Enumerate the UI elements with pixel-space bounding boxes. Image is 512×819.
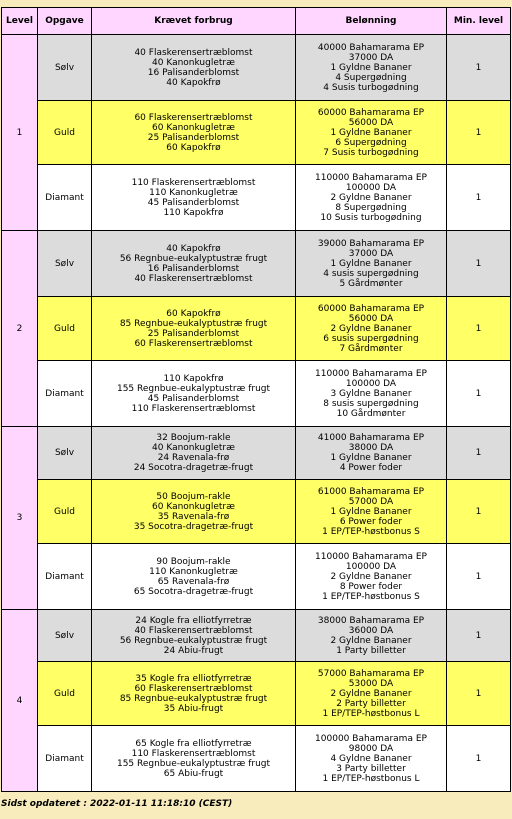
reward-cell <box>296 297 447 361</box>
reward-item: 10 Gårdmønter <box>336 408 406 419</box>
required-item: 25 Palisanderblomst <box>147 132 240 143</box>
reward-item: 2 Gyldne Bananer <box>330 571 412 582</box>
quest-table <box>1 7 511 792</box>
level-cell: 2 <box>2 231 38 427</box>
reward-cell <box>296 35 447 101</box>
reward-item: 100000 DA <box>345 182 397 193</box>
required-item: 16 Palisanderblomst <box>147 263 240 274</box>
required-item: 65 Kogle fra elliotfyrretræ <box>135 738 252 749</box>
required-item: 90 Boojum-rakle <box>156 556 231 567</box>
required-cell <box>92 427 296 480</box>
reward-item: 2 Party billetter <box>336 698 406 709</box>
reward-item: 3 Party billetter <box>336 763 406 774</box>
reward-cell <box>296 101 447 165</box>
reward-item: 57000 DA <box>348 496 394 507</box>
required-item: 35 Socotra-dragetræ-frugt <box>133 521 254 532</box>
reward-item: 60000 Bahamarama EP <box>317 107 425 118</box>
reward-cell <box>296 361 447 427</box>
reward-item: 38000 DA <box>348 443 394 453</box>
reward-item: 1 EP/TEP-høstbonus S <box>322 591 420 602</box>
table-row <box>2 544 511 610</box>
task-cell: Sølv <box>38 610 92 662</box>
reward-item: 53000 DA <box>348 678 394 689</box>
reward-item: 1 EP/TEP-høstbonus L <box>322 708 420 719</box>
required-item: 40 Flaskerensertræblomst <box>134 273 253 284</box>
required-item: 32 Boojum-rakle <box>156 433 231 443</box>
required-item: 40 Kapokfrø <box>166 77 221 88</box>
reward-item: 7 Gårdmønter <box>339 343 403 354</box>
reward-item: 36000 DA <box>348 625 394 636</box>
reward-item: 1 Gyldne Bananer <box>330 127 412 138</box>
min-level-cell: 1 <box>447 165 511 231</box>
reward-item: 1 EP/TEP-høstbonus L <box>322 773 420 784</box>
reward-item: 1 Gyldne Bananer <box>330 506 412 517</box>
task-cell: Sølv <box>38 231 92 297</box>
task-cell: Guld <box>38 480 92 544</box>
min-level-cell: 1 <box>447 662 511 726</box>
min-level-cell: 1 <box>447 231 511 297</box>
required-item: 65 Socotra-dragetræ-frugt <box>133 586 254 597</box>
required-item: 110 Flaskerensertræblomst <box>131 748 256 759</box>
min-level-cell: 1 <box>447 726 511 792</box>
required-cell <box>92 544 296 610</box>
required-item: 60 Flaskerensertræblomst <box>134 338 253 349</box>
required-cell <box>92 35 296 101</box>
min-level-cell: 1 <box>447 427 511 480</box>
required-item: 110 Kapokfrø <box>163 373 224 384</box>
required-item: 45 Palisanderblomst <box>147 197 240 208</box>
required-item: 60 Kanonkugletræ <box>152 122 235 133</box>
table-row <box>2 297 511 361</box>
reward-item: 100000 Bahamarama EP <box>315 733 427 744</box>
reward-item: 2 Gyldne Bananer <box>330 688 412 699</box>
required-item: 40 Kapokfrø <box>166 243 221 254</box>
reward-cell <box>296 544 447 610</box>
task-cell: Guld <box>38 101 92 165</box>
table-body <box>2 35 511 792</box>
required-cell <box>92 101 296 165</box>
required-item: 60 Flaskerensertræblomst <box>134 112 253 123</box>
required-item: 40 Kanonkugletræ <box>152 57 235 68</box>
reward-item: 40000 Bahamarama EP <box>317 42 425 53</box>
required-cell <box>92 165 296 231</box>
reward-item: 110000 Bahamarama EP <box>315 368 427 379</box>
table-row <box>2 480 511 544</box>
reward-item: 60000 Bahamarama EP <box>317 303 425 314</box>
reward-item: 8 susis supergødning <box>323 398 419 409</box>
header-reward: Belønning <box>296 8 447 35</box>
min-level-cell: 1 <box>447 544 511 610</box>
required-item: 65 Abiu-frugt <box>163 768 224 779</box>
reward-item: 4 Power foder <box>339 463 403 473</box>
reward-item: 110000 Bahamarama EP <box>315 172 427 183</box>
reward-item: 110000 Bahamarama EP <box>315 551 427 562</box>
required-cell <box>92 297 296 361</box>
required-item: 24 Kogle fra elliotfyrretræ <box>135 615 252 626</box>
required-item: 60 Kapokfrø <box>166 308 221 319</box>
reward-item: 98000 DA <box>348 743 394 754</box>
table-row <box>2 726 511 792</box>
reward-item: 1 Gyldne Bananer <box>330 453 412 463</box>
reward-item: 7 Susis turbogødning <box>323 147 419 158</box>
reward-cell <box>296 427 447 480</box>
required-cell <box>92 231 296 297</box>
reward-item: 8 Supergødning <box>335 202 407 213</box>
table-row <box>2 361 511 427</box>
required-item: 50 Boojum-rakle <box>156 491 231 502</box>
reward-item: 4 Supergødning <box>335 72 407 83</box>
required-item: 110 Kapokfrø <box>163 207 224 218</box>
table-row <box>2 165 511 231</box>
reward-item: 61000 Bahamarama EP <box>317 486 425 497</box>
reward-item: 41000 Bahamarama EP <box>317 433 425 443</box>
reward-item: 39000 Bahamarama EP <box>317 238 425 249</box>
reward-item: 1 Gyldne Bananer <box>330 258 412 269</box>
required-item: 35 Ravenala-frø <box>157 511 230 522</box>
required-cell <box>92 662 296 726</box>
min-level-cell: 1 <box>447 610 511 662</box>
reward-cell <box>296 480 447 544</box>
level-cell: 4 <box>2 610 38 792</box>
level-cell: 3 <box>2 427 38 610</box>
required-item: 110 Flaskerensertræblomst <box>131 177 256 188</box>
reward-item: 57000 Bahamarama EP <box>317 668 425 679</box>
table-row <box>2 101 511 165</box>
header-min-level: Min. level <box>447 8 511 35</box>
reward-cell <box>296 165 447 231</box>
table-row <box>2 35 511 101</box>
reward-cell <box>296 231 447 297</box>
table-row <box>2 610 511 662</box>
reward-item: 4 susis supergødning <box>323 268 419 279</box>
reward-item: 4 Susis turbogødning <box>323 82 419 93</box>
task-cell: Guld <box>38 297 92 361</box>
required-item: 60 Kanonkugletræ <box>152 501 235 512</box>
header-level: Level <box>2 8 38 35</box>
required-item: 40 Flaskerensertræblomst <box>134 47 253 58</box>
reward-item: 38000 Bahamarama EP <box>317 615 425 626</box>
reward-cell <box>296 662 447 726</box>
min-level-cell: 1 <box>447 297 511 361</box>
min-level-cell: 1 <box>447 361 511 427</box>
reward-item: 6 susis supergødning <box>323 333 419 344</box>
reward-item: 10 Susis turbogødning <box>320 212 422 223</box>
task-cell: Diamant <box>38 544 92 610</box>
required-item: 40 Kanonkugletræ <box>152 443 235 453</box>
reward-item: 37000 DA <box>348 248 394 259</box>
required-item: 56 Regnbue-eukalyptustræ frugt <box>119 635 268 646</box>
reward-item: 4 Gyldne Bananer <box>330 753 412 764</box>
task-cell: Guld <box>38 662 92 726</box>
required-item: 155 Regnbue-eukalyptustræ frugt <box>116 758 271 769</box>
required-item: 35 Kogle fra elliotfyrretræ <box>135 673 252 684</box>
table-row <box>2 231 511 297</box>
reward-item: 100000 DA <box>345 561 397 572</box>
reward-item: 6 Supergødning <box>335 137 407 148</box>
required-cell <box>92 610 296 662</box>
required-cell <box>92 480 296 544</box>
min-level-cell: 1 <box>447 101 511 165</box>
reward-item: 5 Gårdmønter <box>339 278 403 289</box>
header-task: Opgave <box>38 8 92 35</box>
reward-item: 100000 DA <box>345 378 397 389</box>
required-item: 85 Regnbue-eukalyptustræ frugt <box>119 693 268 704</box>
reward-item: 2 Gyldne Bananer <box>330 192 412 203</box>
required-item: 110 Kanonkugletræ <box>149 187 238 198</box>
min-level-cell: 1 <box>447 480 511 544</box>
reward-item: 56000 DA <box>348 313 394 324</box>
header-row <box>2 8 511 35</box>
required-item: 155 Regnbue-eukalyptustræ frugt <box>116 383 271 394</box>
reward-cell <box>296 726 447 792</box>
reward-item: 8 Power foder <box>339 581 403 592</box>
required-cell <box>92 361 296 427</box>
required-item: 24 Ravenala-frø <box>157 453 230 463</box>
reward-item: 2 Gyldne Bananer <box>330 323 412 334</box>
reward-item: 1 EP/TEP-høstbonus S <box>322 526 420 537</box>
required-item: 25 Palisanderblomst <box>147 328 240 339</box>
task-cell: Sølv <box>38 427 92 480</box>
table-row <box>2 662 511 726</box>
level-cell: 1 <box>2 35 38 231</box>
task-cell: Diamant <box>38 726 92 792</box>
reward-item: 1 Gyldne Bananer <box>330 62 412 73</box>
table-row <box>2 427 511 480</box>
required-item: 45 Palisanderblomst <box>147 393 240 404</box>
required-item: 24 Socotra-dragetræ-frugt <box>133 463 254 473</box>
required-item: 24 Abiu-frugt <box>163 645 224 656</box>
reward-item: 3 Gyldne Bananer <box>330 388 412 399</box>
required-item: 35 Abiu-frugt <box>163 703 224 714</box>
reward-item: 6 Power foder <box>339 516 403 527</box>
reward-cell <box>296 610 447 662</box>
required-cell <box>92 726 296 792</box>
required-item: 16 Palisanderblomst <box>147 67 240 78</box>
reward-item: 56000 DA <box>348 117 394 128</box>
header-required: Krævet forbrug <box>92 8 296 35</box>
reward-item: 2 Gyldne Bananer <box>330 635 412 646</box>
required-item: 110 Kanonkugletræ <box>149 566 238 577</box>
required-item: 60 Flaskerensertræblomst <box>134 683 253 694</box>
last-updated: Sidst opdateret : 2022-01-11 11:18:10 (CEST) <box>1 799 233 809</box>
required-item: 85 Regnbue-eukalyptustræ frugt <box>119 318 268 329</box>
min-level-cell: 1 <box>447 35 511 101</box>
task-cell: Diamant <box>38 361 92 427</box>
task-cell: Diamant <box>38 165 92 231</box>
required-item: 56 Regnbue-eukalyptustræ frugt <box>119 253 268 264</box>
task-cell: Sølv <box>38 35 92 101</box>
required-item: 65 Ravenala-frø <box>157 576 230 587</box>
required-item: 40 Flaskerensertræblomst <box>134 625 253 636</box>
reward-item: 1 Party billetter <box>336 645 406 656</box>
required-item: 110 Flaskerensertræblomst <box>131 403 256 414</box>
required-item: 60 Kapokfrø <box>166 142 221 153</box>
reward-item: 37000 DA <box>348 52 394 63</box>
